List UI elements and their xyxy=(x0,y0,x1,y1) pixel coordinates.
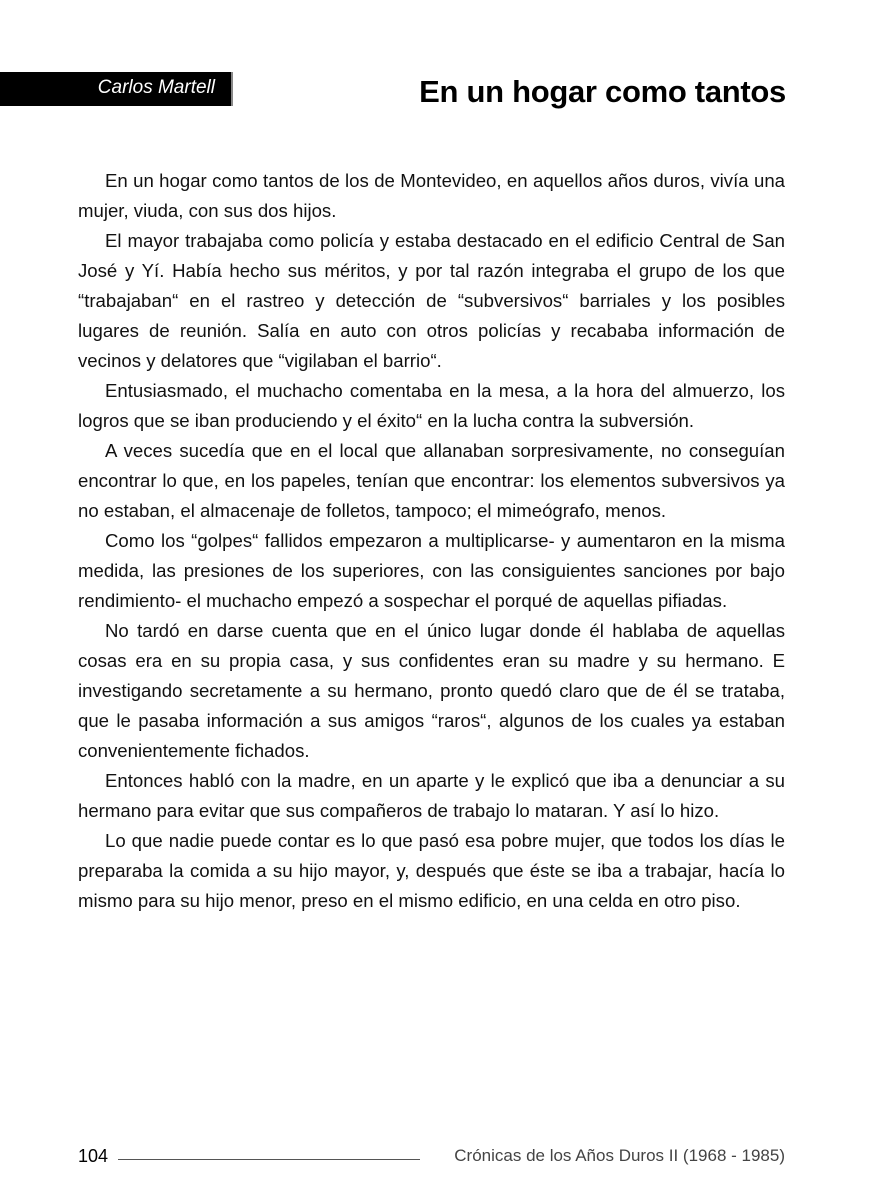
paragraph: En un hogar como tantos de los de Montevideo, en aquellos años duros, vivía una mujer, viuda, con sus dos hijos. xyxy=(78,170,785,221)
paragraph: A veces sucedía que en el local que allanaban sorpresivamente, no conseguían encontrar lo que, en los papeles, tenían que encontrar: los elementos subversivos ya no estaban, el almacenaje de folletos, tampoco; el mimeógrafo, menos. xyxy=(78,440,785,521)
page-number: 104 xyxy=(78,1146,109,1166)
paragraph: El mayor trabajaba como policía y estaba destacado en el edificio Central de San José y Yí. Había hecho sus méritos, y por tal razón integraba el grupo de los que “trabajaban“ en el rastreo y detección de “subversivos“ barriales y los posibles lugares de reunión. Salía en auto con otros policías y recababa información de vecinos y delatores que “vigilaban el barrio“. xyxy=(78,230,785,371)
paragraph: Lo que nadie puede contar es lo que pasó esa pobre mujer, que todos los días le preparaba la comida a su hijo mayor, y, después que éste se iba a trabajar, hacía lo mismo para su hijo menor, preso en el mismo edificio, en una celda en otro piso. xyxy=(78,830,785,911)
paragraph: Como los “golpes“ fallidos empezaron a multiplicarse- y aumentaron en la misma medida, las presiones de los superiores, con las consiguientes sanciones por bajo rendimiento- el muchacho empezó a sospechar el porqué de aquellas pifiadas. xyxy=(78,530,785,611)
footer-divider xyxy=(118,1159,420,1160)
chapter-title: En un hogar como tantos xyxy=(419,74,786,109)
paragraph: No tardó en darse cuenta que en el único lugar donde él hablaba de aquellas cosas era en su propia casa, y sus confidentes eran su madre y su hermano. E investigando secretamente a su hermano, pronto quedó claro que de él se trataba, que le pasaba información a sus amigos “raros“, algunos de los cuales ya estaban convenientemente fichados. xyxy=(78,620,785,761)
book-title: Crónicas de los Años Duros II (1968 - 1985) xyxy=(454,1146,785,1165)
paragraph: Entonces habló con la madre, en un aparte y le explicó que iba a denunciar a su hermano para evitar que sus compañeros de trabajo lo mataran. Y así lo hizo. xyxy=(78,770,785,821)
page-footer xyxy=(78,1146,785,1170)
chapter-body xyxy=(78,166,785,916)
author-name: Carlos Martell xyxy=(97,77,215,98)
paragraph: Entusiasmado, el muchacho comentaba en la mesa, a la hora del almuerzo, los logros que se iban produciendo y el éxito“ en la lucha contra la subversión. xyxy=(78,380,785,431)
author-banner xyxy=(0,72,233,106)
